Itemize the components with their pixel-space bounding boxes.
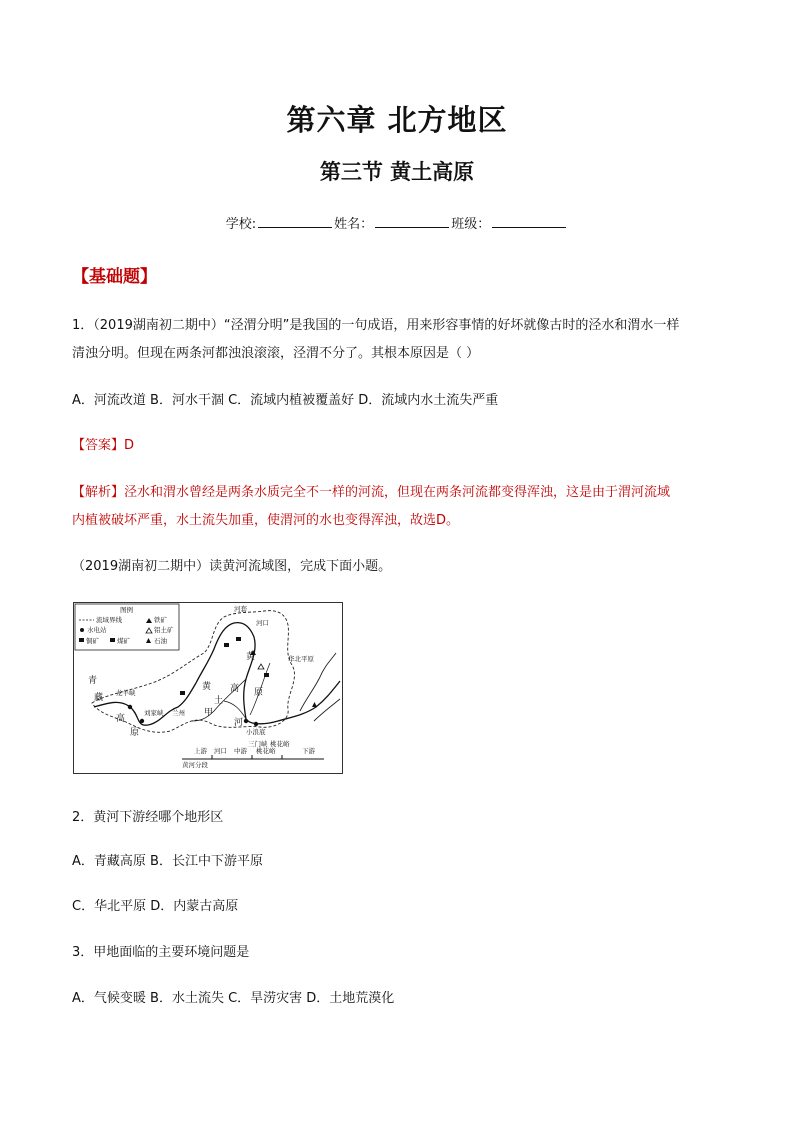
label-hetao: 河套 [234,605,247,613]
legend-coal: 煤矿 [117,637,130,645]
label-sanmenxia: 三门峡 [248,740,268,748]
map-legend [75,604,179,650]
label-zang: 藏 [94,693,104,703]
answer-value: D [124,438,135,453]
seg-zhongyou: 中游 [234,747,247,755]
q2-options-line2: C．华北平原 D．内蒙古高原 [72,899,239,914]
label-hekou: 河口 [256,619,269,627]
seg-hekou: 河口 [214,747,227,755]
label-qing: 青 [88,676,98,686]
label-yuan: 原 [130,728,140,738]
seg-shangyou: 上游 [194,747,207,755]
label-huang2: 黄 [246,652,256,662]
analysis-label: 【解析】 [72,485,125,500]
name-label: 姓名： [334,217,374,232]
q3-stem: 3．甲地面临的主要环境问题是 [72,945,250,960]
label-yuan2: 原 [254,688,264,698]
q1-options: A．河流改道 B．河水干涸 C．流域内植被覆盖好 D．流域内水土流失严重 [72,393,499,408]
label-taohuayu: 桃花峪 [270,740,290,748]
answer-label: 【答案】 [72,438,125,453]
seg-taohuayu: 桃花峪 [256,747,276,755]
section-heading-basic: 【基础题】 [72,267,157,287]
label-lanzhou: 兰州 [172,709,185,717]
q1-stem-line2: 清浊分明。但现在两条河都浊浪滚滚，泾渭不分了。其根本原因是（ ） [72,346,480,361]
label-tu: 土 [214,696,224,706]
legend-hydro: 水电站 [87,626,107,634]
q2-options-line1: A．青藏高原 B．长江中下游平原 [72,854,263,869]
q1-analysis-line2: 内植被破坏严重，水土流失加重，使渭河的水也变得浑浊，故选D。 [72,513,460,528]
label-gao: 高 [116,714,126,724]
chapter-title: 第六章 北方地区 [286,103,508,137]
student-info-row [0,213,794,232]
legend-copper: 铜矿 [86,637,99,645]
school-blank[interactable] [258,215,332,228]
q3-options: A．气候变暖 B．水土流失 C．旱涝灾害 D．土地荒漠化 [72,991,395,1006]
analysis-text-1: 泾水和渭水曾经是两条水质完全不一样的河流，但现在两条河流都变得浑浊，这是由于渭河流域 [124,485,671,500]
legend-iron: 铁矿 [154,616,167,624]
class-label: 班级： [451,217,491,232]
school-label: 学校: [225,217,257,232]
group-intro: （2019湖南初二期中）读黄河流域图，完成下面小题。 [72,559,392,574]
seg-xiayou: 下游 [302,747,315,755]
name-blank[interactable] [375,215,449,228]
label-huabei: 华北平原 [288,655,314,663]
label-jia: 甲 [204,708,214,718]
legend-oil: 石油 [154,637,167,645]
section-title: 第三节 黄土高原 [319,159,475,184]
label-liujiaxia: 刘家峡 [144,709,164,717]
label-huang: 黄 [202,682,212,692]
q1-answer [72,432,727,460]
q2-stem: 2．黄河下游经哪个地形区 [72,810,224,825]
legend-title: 图例 [120,606,133,614]
segments-label: 黄河分段 [182,761,208,769]
river-segment-bar [182,746,324,769]
label-he: 河 [234,718,244,728]
label-gao2: 高 [230,684,240,694]
q1-stem-line1: 1．（2019湖南初二期中）“泾渭分明”是我国的一句成语，用来形容事情的好坏就像古时的泾水和渭水一样 [72,318,680,333]
class-blank[interactable] [492,215,566,228]
legend-boundary: 流域界线 [96,616,122,624]
legend-bauxite: 铝土矿 [154,626,174,634]
yellow-river-basin-map [73,602,343,774]
q1-analysis-line1 [72,479,727,507]
label-xiaolangdi: 小浪底 [246,728,266,736]
label-longyangxia: 龙羊峡 [116,689,136,697]
